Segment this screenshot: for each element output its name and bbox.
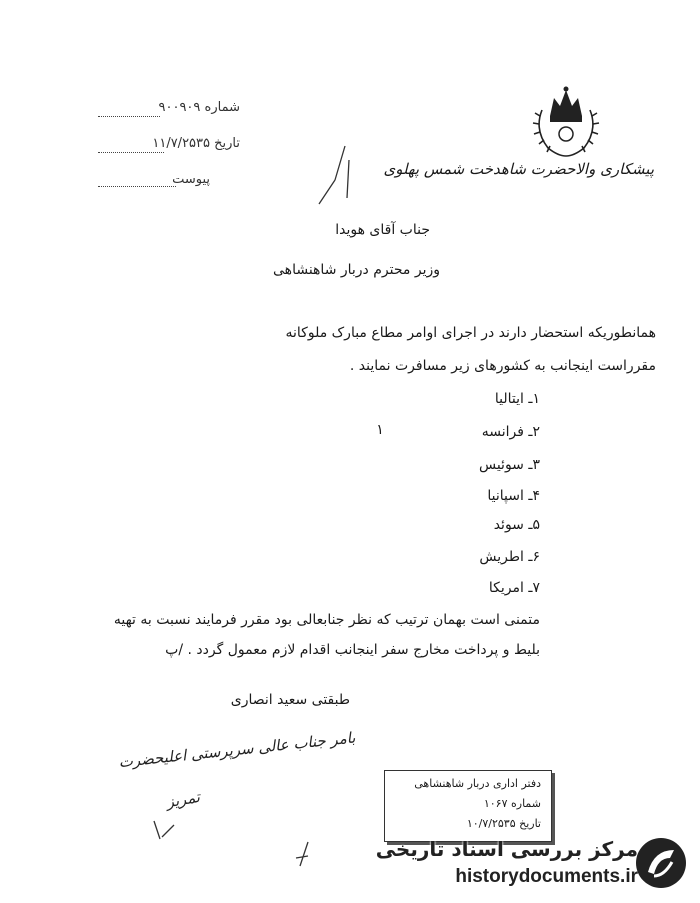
stamp-title: دفتر اداری دربار شاهنشاهی xyxy=(414,777,541,790)
country-item: ۵ـ سوئد xyxy=(493,517,540,533)
salutation: جناب آقای هویدا xyxy=(335,222,430,238)
watermark-url: historydocuments.ir xyxy=(455,866,638,887)
handwritten-note-line-2: تمریز xyxy=(164,787,202,812)
pen-mark xyxy=(305,140,365,210)
handwritten-note-line-1: بامر جناب عالی سرپرستی اعلیحضرت xyxy=(117,728,357,772)
paragraph-1-line-2: مقرراست اینجانب به کشورهای زیر مسافرت نمایند . xyxy=(349,358,656,374)
country-item: ۴ـ اسپانیا xyxy=(487,488,540,504)
crown-emblem-icon xyxy=(530,82,602,162)
attachment-label: پیوست xyxy=(172,172,210,187)
archive-logo-icon xyxy=(634,836,688,890)
country-item: ۷ـ امریکا xyxy=(488,580,540,596)
letter-date: تاریخ ۱۱/۷/۲۵۳۵ xyxy=(152,136,240,151)
country-item: ۱ـ ایتالیا xyxy=(494,391,540,407)
watermark-title: مرکز بررسی اسناد تاریخی xyxy=(375,837,638,861)
recipient-title: وزیر محترم دربار شاهنشاهی xyxy=(273,262,440,278)
country-item: ۳ـ سوئیس xyxy=(478,457,540,473)
pen-mark-bottom xyxy=(286,838,326,868)
registry-stamp xyxy=(384,770,552,842)
handwritten-scribble xyxy=(150,815,190,845)
letterhead-title: پیشکاری والاحضرت شاهدخت شمس پهلوی xyxy=(383,160,654,178)
letter-number: شماره ۹۰۰۹۰۹ xyxy=(158,100,240,115)
stamp-number: شماره ۱۰۶۷ xyxy=(483,797,541,810)
country-item: ۶ـ اطریش xyxy=(479,549,540,565)
signature-name: طبقتی سعید انصاری xyxy=(230,692,350,708)
paragraph-2-line-2: بلیط و پرداخت مخارج سفر اینجانب اقدام لازم معمول گردد . /پ xyxy=(165,642,540,658)
stamp-date: تاریخ ۱۰/۷/۲۵۳۵ xyxy=(466,817,541,830)
attachment-line xyxy=(98,186,176,187)
date-line xyxy=(98,152,164,153)
country-item: ۲ـ فرانسه xyxy=(481,424,540,440)
number-line xyxy=(98,116,160,117)
paragraph-1-line-1: همانطوریکه استحضار دارند در اجرای اوامر مطاع مبارک ملوکانه xyxy=(285,325,656,341)
side-mark: ۱ xyxy=(376,422,384,438)
paragraph-2-line-1: متمنی است بهمان ترتیب که نظر جنابعالی بود مقرر فرمایند نسبت به تهیه xyxy=(113,612,540,628)
